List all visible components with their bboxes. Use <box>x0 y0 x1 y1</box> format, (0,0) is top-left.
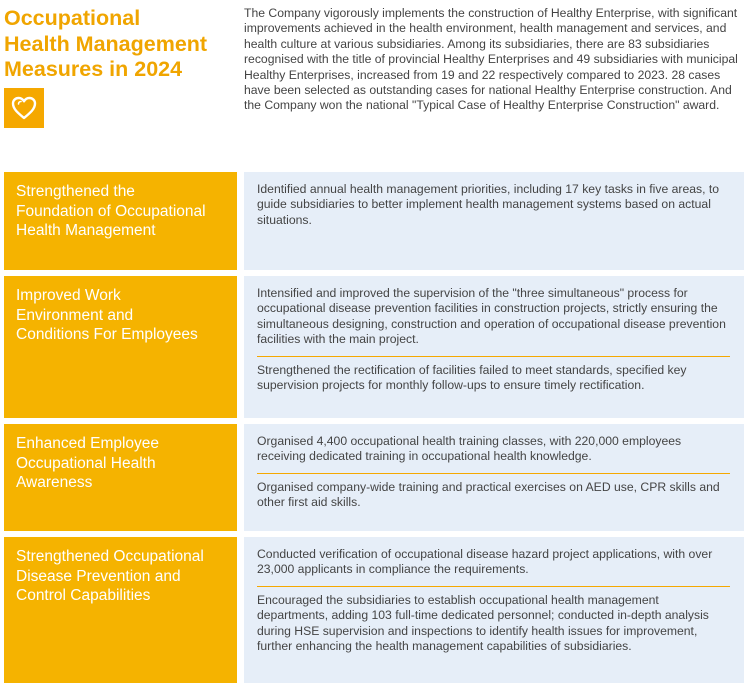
measure-row <box>4 172 744 270</box>
measure-title <box>16 182 225 241</box>
measure-title-panel <box>4 276 237 418</box>
measure-title <box>16 547 225 606</box>
measure-title-line: Awareness <box>16 474 93 492</box>
measure-title <box>16 286 225 345</box>
measure-title-panel <box>4 424 237 531</box>
measure-title-panel <box>4 537 237 683</box>
measure-content <box>244 276 744 418</box>
page-title <box>4 6 229 83</box>
measure-paragraph: Identified annual health management priorities, including 17 key tasks in five areas, to guide subsidiaries to better implement health management systems based on actual situations. <box>257 182 720 227</box>
measure-title <box>16 434 225 493</box>
heart-icon <box>10 95 38 121</box>
measure-title-panel <box>4 172 237 270</box>
measure-title-line: Conditions For Employees <box>16 326 198 344</box>
measure-title-line: Improved Work <box>16 287 121 304</box>
heart-badge <box>4 88 44 128</box>
page-title-line: Health Management <box>4 31 208 56</box>
measure-title-line: Control Capabilities <box>16 587 151 605</box>
measure-row <box>4 276 744 418</box>
measure-title-line: Disease Prevention and <box>16 567 181 585</box>
measure-paragraph: Organised company-wide training and practical exercises on AED use, CPR skills and other first aid skills. <box>257 479 720 510</box>
measure-paragraph: Encouraged the subsidiaries to establish occupational health management departments, adding 103 full-time dedicated personnel; conducted in-depth analysis during HSE supervision and inspections to identify health issues for improvement, further enhancing the health management capabilities of subsidiaries. <box>257 592 709 654</box>
intro-text: The Company vigorously implements the construction of Healthy Enterprise, with significant improvements achieved in the health environment, health management and services, and health culture at various subsidiaries. Among its subsidiaries, there are 83 subsidiaries recognised with the title of provincial Healthy Enterprises and 49 subsidiaries with municipal Healthy Enterprises, increased from 19 and 22 respectively compared to 2023. 28 cases have been selected as outstanding cases for national Healthy Enterprise construction. And the Company won the national "Typical Case of Healthy Enterprise Construction" award. <box>244 6 738 113</box>
measure-paragraph: Intensified and improved the supervision of the "three simultaneous" process for occupational disease prevention facilities in construction projects, strictly ensuring the simultaneous designing, construction and operation of occupational disease prevention facilities with the main project. <box>257 286 726 347</box>
measure-paragraph: Organised 4,400 occupational health training classes, with 220,000 employees receiving dedicated training in occupational health knowledge. <box>257 434 682 464</box>
measure-content <box>244 172 744 270</box>
measure-content <box>244 424 744 531</box>
measure-row <box>4 537 744 683</box>
measure-content <box>244 537 744 683</box>
measure-title-line: Strengthened the <box>16 183 135 200</box>
measure-title-line: Strengthened Occupational <box>16 548 204 565</box>
measure-title-line: Foundation of Occupational <box>16 202 206 220</box>
page-title-line: Occupational <box>4 6 141 30</box>
measure-title-line: Occupational Health <box>16 454 156 472</box>
divider <box>257 356 730 357</box>
measure-paragraph: Strengthened the rectification of facilities failed to meet standards, specified key supervision projects for monthly follow-ups to ensure timely rectification. <box>257 362 687 393</box>
measure-title-line: Enhanced Employee <box>16 435 160 452</box>
measure-paragraph: Conducted verification of occupational disease hazard project applications, with over 23,000 applicants in compliance the requirements. <box>257 547 713 577</box>
divider <box>257 586 730 587</box>
measure-row <box>4 424 744 531</box>
measure-title-line: Health Management <box>16 222 156 240</box>
measure-title-line: Environment and <box>16 306 134 324</box>
divider <box>257 473 730 474</box>
page-title-line: Measures in 2024 <box>4 57 183 81</box>
